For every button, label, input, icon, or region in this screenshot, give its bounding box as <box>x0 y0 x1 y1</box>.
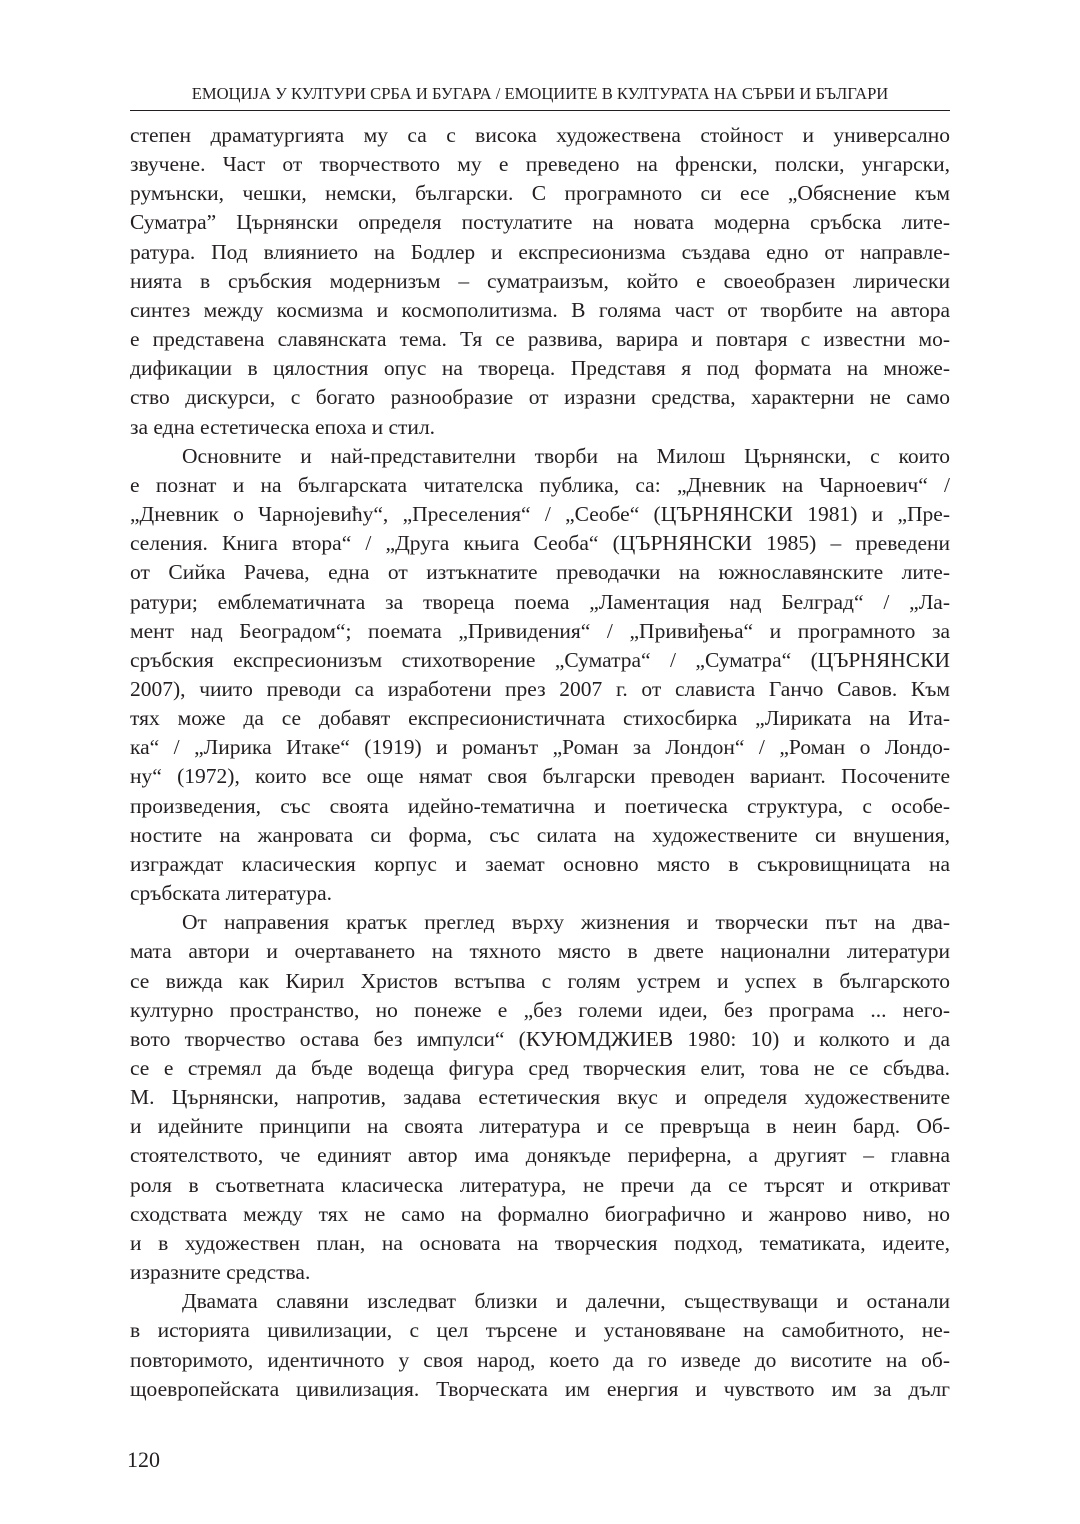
text-line: „Дневник о Чарнојевићу“, „Преселения“ / „Сеобе“ (ЦЪРНЯНСКИ 1981) и „Пре- <box>130 502 950 527</box>
text-line: е познат и на българската читателска публика, са: „Дневник на Чарноевич“ / <box>130 472 950 497</box>
text-line: мент над Београдом“; поемата „Привидения“ / „Привиђења“ и програмното за <box>130 618 950 643</box>
text-line: ностите на жанровата си форма, със силата на художествените си внушения, <box>130 822 950 847</box>
paragraph-2 <box>130 442 950 909</box>
text-line: роля в съответната класическа литература, не пречи да се търсят и откриват <box>130 1172 950 1197</box>
paragraph-3 <box>130 908 950 1287</box>
text-line: тях може да се добавят експресионистичната стихосбирка „Лириката на Ита- <box>130 706 950 731</box>
text-line: сходствата между тях не само на формално биографично и жанрово ниво, но <box>130 1201 950 1226</box>
text-line: стоятелството, че единият автор има донякъде периферна, а другият – главна <box>130 1143 950 1168</box>
text-line: Суматра” Църнянски определя постулатите на новата модерна сръбска лите- <box>130 210 950 235</box>
text-line: ратура. Под влиянието на Бодлер и експресионизма създава едно от направле- <box>130 239 950 264</box>
text-line: и идейните принципи на своята литература и се превръща в неин бард. Об- <box>130 1114 950 1139</box>
text-line: произведения, със своята идейно-тематична и поетическа структура, с особе- <box>130 793 950 818</box>
paragraph-4 <box>130 1287 950 1404</box>
text-line: повторимото, идентичното у своя народ, което да го изведе до висотите на об- <box>130 1347 950 1372</box>
text-line: щоевропейската цивилизация. Творческата им енергия и чувството им за дълг <box>130 1376 950 1401</box>
text-line: звучене. Част от творчеството му е преведено на френски, полски, унгарски, <box>130 152 950 177</box>
text-line: ну“ (1972), които все още нямат своя български преводен вариант. Посочените <box>130 764 950 789</box>
paragraph-1 <box>130 121 950 442</box>
text-line: От направения кратък преглед върху жизнения и творчески път на два- <box>182 910 950 935</box>
text-line: сръбския експресионизъм стихотворение „Суматра“ / „Суматра“ (ЦЪРНЯНСКИ <box>130 647 950 672</box>
page-number: 120 <box>127 1447 160 1472</box>
text-line: се вижда как Кирил Христов встъпва с голям устрем и успех в българското <box>130 968 950 993</box>
text-line: изразните средства. <box>130 1260 311 1285</box>
text-line: селения. Книга втора“ / „Друга књига Сеоба“ (ЦЪРНЯНСКИ 1985) – преведени <box>130 531 950 556</box>
text-line: М. Църнянски, напротив, задава естетическия вкус и определя художествените <box>130 1085 950 1110</box>
text-line: ство дискурси, с богато разнообразие от изразни средства, характерни не само <box>130 385 950 410</box>
body-text <box>130 121 950 1404</box>
text-line: дификации в цялостния опус на твореца. Представя я под формата на множе- <box>130 356 950 381</box>
text-line: културно пространство, но понеже е „без големи идеи, без програма ... него- <box>130 997 950 1022</box>
text-line: ка“ / „Лирика Итаке“ (1919) и романът „Роман за Лондон“ / „Роман о Лондо- <box>130 735 950 760</box>
text-line: е представена славянската тема. Тя се развива, варира и повтаря с известни мо- <box>130 327 950 352</box>
text-line: сръбската литература. <box>130 881 333 906</box>
text-line: от Сийка Рачева, една от изтъкнатите преводачки на южнославянските лите- <box>130 560 950 585</box>
text-line: Основните и най-представителни творби на Милош Църнянски, с които <box>182 443 950 468</box>
text-line: ратури; емблематичната за твореца поема „Ламентация над Белград“ / „Ла- <box>130 589 950 614</box>
text-line: и в художествен план, на основата на творческия подход, тематиката, идеите, <box>130 1230 950 1255</box>
text-line: румънски, чешки, немски, български. С програмното си есе „Обяснение към <box>130 181 950 206</box>
text-line: се е стремял да бъде водеща фигура сред творческия елит, това не се сбъдва. <box>130 1056 950 1080</box>
header-rule <box>130 110 950 111</box>
text-line: 2007), чиито преводи са изработени през 2007 г. от слависта Ганчо Савов. Към <box>130 676 950 701</box>
text-line: изграждат класическия корпус и заемат основно място в съкровищницата на <box>130 851 950 876</box>
text-line: нията в сръбския модернизъм – суматраизъм, който е своеобразен лирически <box>130 268 950 293</box>
text-line: мата автори и очертаването на тяхното място в двете национални литератури <box>130 939 950 964</box>
text-line: вото творчество остава без импулси“ (КУЮМДЖИЕВ 1980: 10) и колкото и да <box>130 1026 950 1051</box>
text-line: степен драматургията му са с висока художествена стойност и универсално <box>130 123 950 147</box>
text-line: за една естетическа епоха и стил. <box>130 414 436 439</box>
text-line: в историята цивилизации, с цел търсене и установяване на самобитното, не- <box>130 1318 950 1343</box>
text-line: синтез между космизма и космополитизма. В голяма част от творбите на автора <box>130 297 950 322</box>
running-header: ЕМОЦИЈА У КУЛТУРИ СРБА И БУГАРА / ЕМОЦИИТЕ В КУЛТУРАТА НА СЪРБИ И БЪЛГАРИ <box>191 84 889 103</box>
text-line: Двамата славяни изследват близки и далечни, съществуващи и останали <box>182 1289 950 1314</box>
